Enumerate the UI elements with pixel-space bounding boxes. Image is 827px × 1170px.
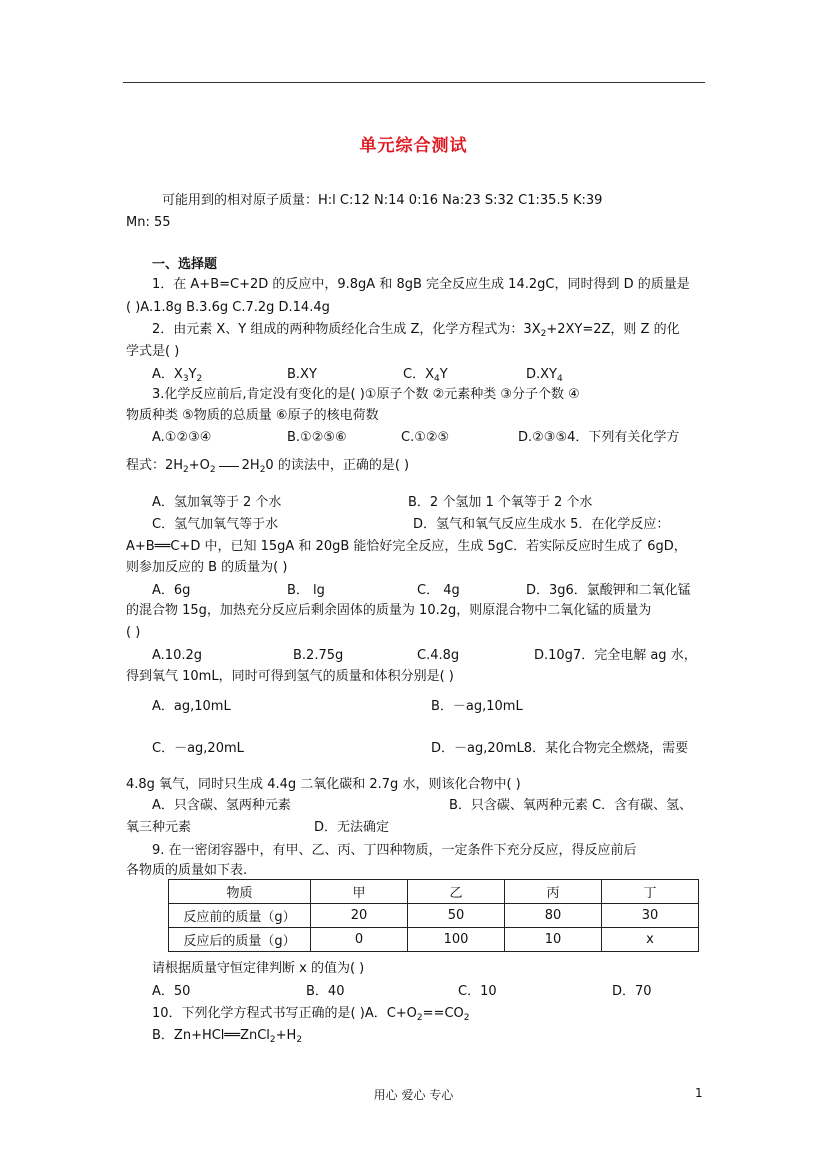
q5-option-a: A．6g	[152, 583, 191, 598]
q3-option-d: D.②③⑤4．下列有关化学方	[518, 430, 680, 445]
q7-option-d: D．－ag,20mL8．某化合物完全燃烧，需要	[431, 741, 689, 756]
q7-option-c: C．－ag,20mL	[152, 741, 244, 756]
q1-line-1: 1．在 A+B=C+2D 的反应中，9.8gA 和 8gB 完全反应生成 14.2gC，同时得到 D 的质量是	[152, 277, 690, 292]
table-cell: 30	[602, 904, 699, 928]
q9-option-c: C．10	[458, 984, 497, 999]
q3-option-c: C.①②⑤	[401, 430, 450, 445]
table-header-row	[169, 880, 699, 904]
q5-option-b: B． lg	[287, 583, 325, 598]
q2-line-1: 2．由元素 X、Y 组成的两种物质经化合生成 Z，化学方程式为：$3X_2+2XY=2Z$，则 Z 的化	[152, 322, 680, 339]
table-header-cell: 乙	[408, 880, 505, 904]
table-cell: x	[602, 928, 699, 952]
q7-line-1: 得到氧气 10mL，同时可得到氢气的质量和体积分别是( )	[126, 669, 454, 684]
q3-line-1: 3.化学反应前后,肯定没有变化的是( )①原子个数 ②元素种类 ③分子个数 ④	[152, 387, 580, 402]
q4-option-b: B．2 个氢加 1 个氧等于 2 个水	[408, 495, 593, 510]
q6-option-d: D.10g7．完全电解 ag 水，	[534, 648, 697, 663]
q2-option-b: B.XY	[287, 367, 317, 382]
q8-option-d: D．无法确定	[314, 820, 390, 835]
section-heading: 一、选择题	[152, 257, 218, 272]
table-cell: 反应前的质量（g）	[169, 904, 311, 928]
q7-option-a: A．ag,10mL	[152, 699, 231, 714]
intro-line-2: Mn: 55	[126, 215, 171, 230]
q6-option-c: C.4.8g	[417, 648, 460, 663]
q6-option-b: B.2.75g	[293, 648, 344, 663]
q8-line-1: 4.8g 氧气，同时只生成 4.4g 二氧化碳和 2.7g 水，则该化合物中( )	[126, 777, 521, 792]
q5-line-2: 则参加反应的 B 的质量为( )	[126, 560, 288, 575]
table-header-cell: 甲	[311, 880, 408, 904]
q8-option-c-cont: 氧三种元素	[126, 820, 192, 835]
table-header-cell: 丙	[505, 880, 602, 904]
header-rule	[123, 82, 705, 83]
q6-line-2: ( )	[126, 625, 141, 640]
q8-option-b: B．只含碳、氧两种元素 C．含有碳、氢、	[449, 798, 693, 813]
q5-option-c: C． 4g	[417, 583, 460, 598]
mass-table	[168, 879, 699, 952]
q8-option-a: A．只含碳、氢两种元素	[152, 798, 291, 813]
q10-line-1: 10．下列化学方程式书写正确的是( )A．$C+O_2==CO_2$	[152, 1006, 470, 1023]
q9-line-2: 各物质的质量如下表.	[126, 863, 248, 878]
q9-option-a: A．50	[152, 984, 191, 999]
table-cell: 0	[311, 928, 408, 952]
table-cell: 100	[408, 928, 505, 952]
q5-option-d: D．3g6．氯酸钾和二氧化锰	[526, 583, 691, 598]
q7-option-b: B．－ag,10mL	[431, 699, 523, 714]
q6-line-1: 的混合物 15g，加热充分反应后剩余固体的质量为 10.2g，则原混合物中二氧化锰的质量为	[126, 603, 652, 618]
q6-option-a: A.10.2g	[152, 648, 202, 663]
page-footer: 用心 爱心 专心	[373, 1088, 454, 1102]
q4-option-d: D．氢气和氧气反应生成水 5．在化学反应：	[413, 517, 670, 532]
q3-option-b: B.①②⑤⑥	[287, 430, 347, 445]
page-number: 1	[695, 1086, 703, 1100]
table-cell: 80	[505, 904, 602, 928]
table-cell: 20	[311, 904, 408, 928]
q9-question: 请根据质量守恒定律判断 x 的值为( )	[152, 961, 365, 976]
table-row	[169, 928, 699, 952]
intro-line-1: 可能用到的相对原子质量：H:l C:12 N:14 0:16 Na:23 S:32 C1:35.5 K:39	[162, 193, 603, 208]
table-cell: 10	[505, 928, 602, 952]
table-header-cell: 丁	[602, 880, 699, 904]
q9-line-1: 9. 在一密闭容器中，有甲、乙、丙、丁四种物质，一定条件下充分反应，得反应前后	[152, 843, 637, 858]
reaction-line	[219, 466, 239, 467]
table-cell: 50	[408, 904, 505, 928]
q4-line-1: 程式：$2H_2+O_2$ $2H_20$ 的读法中，正确的是( )	[126, 458, 410, 475]
q10-option-b: B．$Zn+HCl══ZnCl_2+H_2$	[152, 1028, 303, 1045]
table-header-cell: 物质	[169, 880, 311, 904]
table-cell: 反应后的质量（g）	[169, 928, 311, 952]
q4-option-c: C．氢气加氧气等于水	[152, 517, 279, 532]
q3-line-2: 物质种类 ⑤物质的总质量 ⑥原子的核电荷数	[126, 408, 379, 423]
q1-line-2: ( )A.1.8g B.3.6g C.7.2g D.14.4g	[126, 300, 330, 315]
q9-option-b: B．40	[306, 984, 345, 999]
q2-option-c: C．$X_4Y$	[403, 367, 448, 384]
page-title: 单元综合测试	[359, 136, 468, 156]
q2-option-a: A．$X_3Y_2$	[152, 367, 203, 384]
q2-option-d: $D.XY_4$	[526, 367, 563, 384]
q3-option-a: A.①②③④	[152, 430, 212, 445]
table-row	[169, 904, 699, 928]
q4-option-a: A．氢加氧等于 2 个水	[152, 495, 282, 510]
q9-option-d: D．70	[612, 984, 652, 999]
q5-line-1: A+B══C+D 中，已知 15gA 和 20gB 能恰好完全反应，生成 5gC．若实际反应时生成了 6gD，	[126, 539, 687, 554]
q2-line-2: 学式是( )	[126, 344, 180, 359]
